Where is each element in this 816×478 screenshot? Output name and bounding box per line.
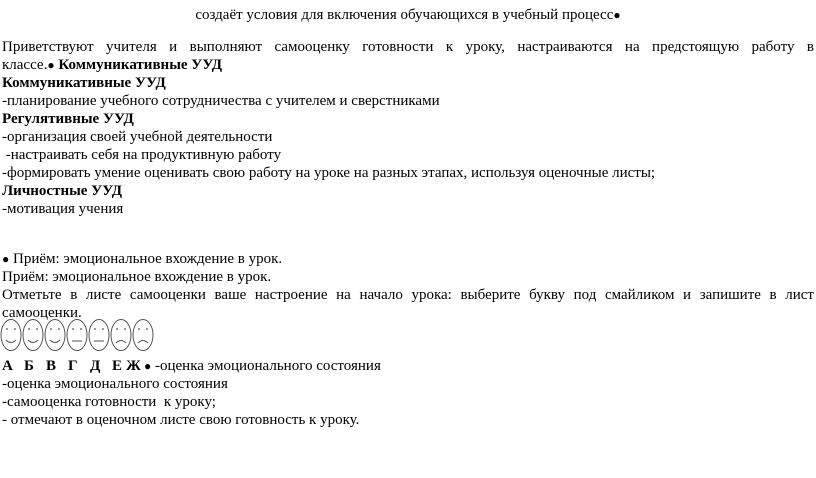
word: начало: [359, 287, 403, 303]
comm-heading: [2, 74, 166, 92]
word: под: [573, 287, 597, 303]
word: самооценку: [274, 39, 350, 55]
word: урока:: [411, 287, 452, 303]
smiley-letter: Г: [68, 358, 78, 374]
word: на: [624, 39, 640, 55]
pers-heading-text: Личностные УУД: [2, 183, 123, 199]
bullet-icon: ●: [2, 252, 10, 266]
comm-inline-heading: Коммуникативные УУД: [58, 57, 223, 73]
pers-heading: [2, 182, 122, 200]
word: запишите: [699, 287, 761, 303]
word: настроение: [254, 287, 328, 303]
neutral-smiley-icon: [66, 318, 88, 352]
word: и: [169, 39, 178, 55]
reg-heading-text: Регулятивные УУД: [2, 111, 134, 127]
smiley-letter: Д: [90, 358, 101, 374]
method-line: Приём: эмоциональное вхождение в урок.: [2, 269, 272, 285]
page-heading: [0, 6, 816, 24]
word: смайликом: [604, 287, 675, 303]
bullet-icon: ●: [144, 359, 152, 373]
task-paragraph: [2, 286, 814, 304]
happy-smiley-icon: [22, 318, 44, 352]
smiley-row: [0, 318, 154, 352]
pers-item: -мотивация учения: [2, 201, 124, 217]
word: Отметьте: [2, 287, 62, 303]
word: настраиваются: [517, 39, 613, 55]
reg-item: -настраивать себя на продуктивную работу: [2, 147, 282, 163]
happy-smiley-icon: [0, 318, 22, 352]
word: лист: [785, 287, 814, 303]
final-item: - отмечают в оценочном листе свою готовность к уроку.: [2, 412, 360, 428]
eval-inline-text: -оценка эмоционального состояния: [155, 358, 381, 374]
happy-smiley-icon: [44, 318, 66, 352]
smiley-letter: Б: [24, 358, 34, 374]
word: ваше: [214, 287, 247, 303]
sad-smiley-icon: [110, 318, 132, 352]
bullet-icon: ●: [613, 8, 621, 22]
final-item: -оценка эмоционального состояния: [2, 376, 228, 392]
intro-continuation: [2, 56, 222, 74]
word: к: [445, 39, 454, 55]
intro-line2-text: классе.: [2, 57, 48, 73]
word: уроку,: [465, 39, 505, 55]
word: предстоящую: [652, 39, 740, 55]
word: и: [683, 287, 692, 303]
smiley-letter: Е: [112, 358, 123, 374]
intro-paragraph: [2, 38, 814, 56]
smiley-letters-row: [2, 357, 381, 375]
task-continuation: самооценки.: [2, 305, 82, 321]
word: учителя: [106, 39, 157, 55]
reg-item: -формировать умение оценивать свою работу на уроке на разных этапах, используя оценочные листы;: [2, 165, 656, 181]
sad-smiley-icon: [132, 318, 154, 352]
reg-item: -организация своей учебной деятельности: [2, 129, 273, 145]
final-item: -самооценка готовности к уроку;: [2, 394, 216, 410]
word: в: [70, 287, 78, 303]
word: выберите: [460, 287, 521, 303]
smiley-letter: А: [2, 358, 13, 374]
word: выполняют: [189, 39, 263, 55]
word: самооценки: [129, 287, 206, 303]
smiley-letter: Ж: [126, 358, 141, 374]
method-bullet-line: [2, 250, 282, 268]
heading-text: создаёт условия для включения обучающихся в учебный процесс: [195, 7, 614, 23]
method-bullet-text: Приём: эмоциональное вхождение в урок.: [13, 251, 283, 267]
comm-heading-text: Коммуникативные УУД: [2, 75, 166, 91]
word: в: [769, 287, 777, 303]
neutral-smiley-icon: [88, 318, 110, 352]
word: готовности: [362, 39, 434, 55]
word: на: [336, 287, 351, 303]
word: Приветствуют: [2, 39, 94, 55]
word: в: [806, 39, 814, 55]
comm-item: -планирование учебного сотрудничества с учителем и сверстниками: [2, 93, 440, 109]
smiley-letter: В: [46, 358, 57, 374]
reg-heading: [2, 110, 134, 128]
word: работу: [751, 39, 795, 55]
word: листе: [85, 287, 122, 303]
word: букву: [529, 287, 565, 303]
bullet-icon: ●: [47, 58, 55, 72]
